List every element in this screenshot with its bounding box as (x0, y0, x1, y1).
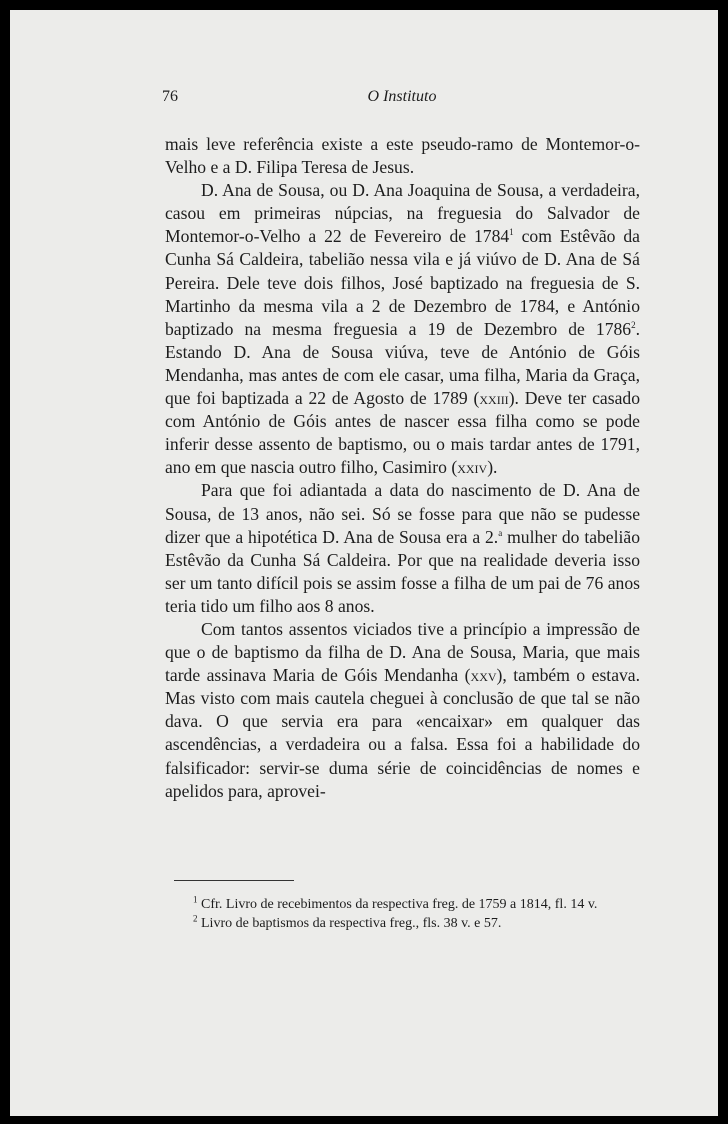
paragraph-2-text-e: ). (487, 457, 498, 478)
running-title: O Instituto (367, 88, 437, 105)
paragraph-2-text-a: D. Ana de Sousa, ou D. Ana Joaquina de Sousa, a verdadeira, casou em primeiras núpcias, na freguesia do Salvador de Montemor-o-Velho a 22 de Fevereiro de 1784 (165, 180, 640, 247)
footnote-ref-1: 1 (509, 227, 514, 238)
footnote-ref-2: 2 (631, 319, 636, 330)
document-ref-xxv: xxv (470, 665, 497, 686)
footnote-1-text: Cfr. Livro de recebimentos da respectiva freg. de 1759 a 1814, fl. 14 v. (197, 897, 598, 912)
footnote-1-mark: 1 (193, 894, 198, 905)
paragraph-1-text: mais leve referência existe a este pseudo-ramo de Montemor-o-Velho e a D. Filipa Teresa de Jesus. (165, 134, 640, 178)
paragraph-3 (165, 479, 640, 618)
page-number: 76 (162, 88, 178, 105)
paragraph-3-text-a: Para que foi adiantada a data do nascimento de D. Ana de Sousa, de 13 anos, não sei. Só se fosse para que não se pudesse dizer que a hipotética D. Ana de Sousa era a 2. (165, 480, 640, 547)
footnotes (165, 895, 640, 933)
body-text (165, 133, 640, 803)
footnote-separator (174, 880, 294, 881)
paragraph-2 (165, 179, 640, 479)
paragraph-2-text-b: com Estêvão da Cunha Sá Caldeira, tabelião nessa vila e já viúvo de D. Ana de Sá Pereira. Dele teve dois filhos, José baptizado na freguesia de S. Martinho da mesma vila a 2 de Dezembro de 1784, e António baptizado na mesma freguesia a 19 de Dezembro de 1786 (165, 226, 640, 339)
paragraph-4 (165, 618, 640, 803)
document-ref-xxiii: xxiii (479, 388, 509, 409)
footnote-2-text: Livro de baptismos da respectiva freg., fls. 38 v. e 57. (197, 916, 502, 931)
footnote-2-mark: 2 (193, 913, 198, 924)
paragraph-2-text-c: . Estando D. Ana de Sousa viúva, teve de António de Góis Mendanha, mas antes de com ele casar, uma filha, Maria da Graça, que foi baptizada a 22 de Agosto de 1789 ( (165, 318, 640, 409)
paragraph-4-text-b: ), também o estava. Mas visto com mais cautela cheguei à conclusão de que tal se não dava. O que servia era para «encaixar» em qualquer das ascendências, a verdadeira ou a falsa. Essa foi a habilidade do falsificador: servir-se duma série de coincidências de nomes e apelidos para, aprovei- (165, 665, 641, 801)
paragraph-3-text-b: mulher do tabelião Estêvão da Cunha Sá Caldeira. Por que na realidade deveria isso ser um tanto difícil pois se assim fosse a filha de um pai de 76 anos teria tido um filho aos 8 anos. (165, 526, 641, 616)
footnote-2 (165, 914, 640, 933)
book-page (10, 10, 718, 1116)
paragraph-4-text-a: Com tantos assentos viciados tive a princípio a impressão de que o de baptismo da filha de D. Ana de Sousa, Maria, que mais tarde assinava Maria de Góis Mendanha ( (165, 618, 640, 686)
ordinal-indicator: a (498, 527, 503, 538)
page-header (162, 88, 642, 112)
paragraph-1 (165, 133, 640, 179)
footnote-1 (165, 895, 640, 914)
paragraph-2-text-d: ). Deve ter casado com António de Góis antes de nascer essa filha como se pode inferir desse assento de baptismo, ou o mais tardar antes de 1791, ano em que nascia outro filho, Casimiro ( (165, 388, 640, 478)
document-ref-xxiv: xxiv (457, 457, 488, 478)
